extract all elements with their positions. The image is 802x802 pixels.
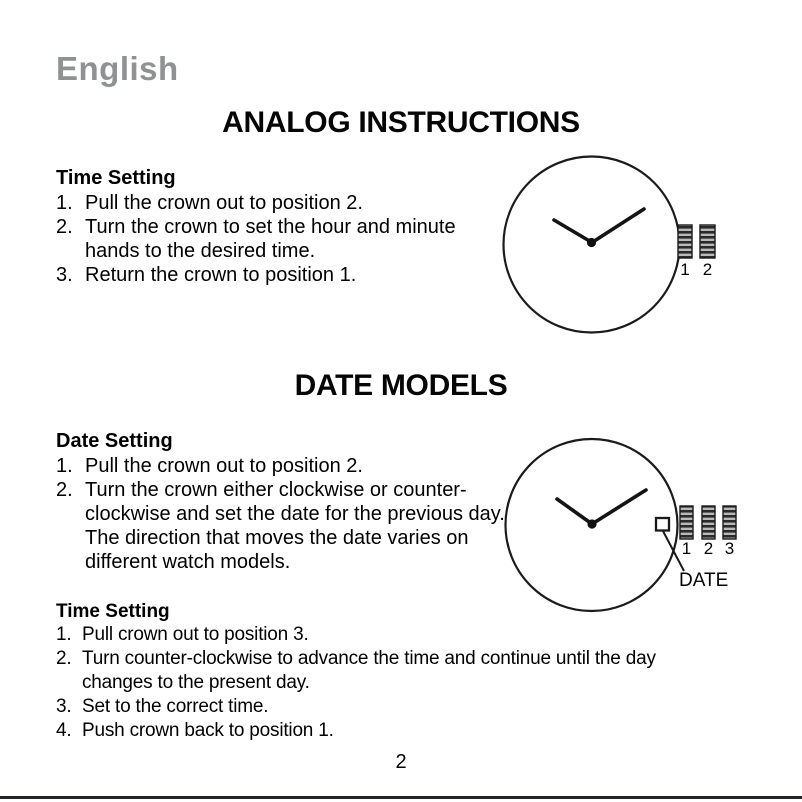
step-text: Pull the crown out to position 2. (85, 455, 363, 477)
date-setting-steps (56, 454, 511, 574)
watch-diagram-analog (493, 146, 745, 342)
step-number: 1. (56, 192, 73, 214)
step-number: 2. (56, 479, 73, 501)
crown-label-2: 2 (702, 260, 713, 279)
step-number: 3. (56, 264, 73, 286)
crown-position-2 (700, 225, 715, 258)
step-number: 3. (56, 696, 72, 717)
time-setting-steps (56, 191, 484, 287)
crown-label-2: 2 (703, 539, 714, 558)
date-window-label: DATE (679, 570, 729, 591)
step-number: 1. (56, 624, 72, 645)
analog-time-setting-block (56, 166, 484, 287)
watch-diagram-date-model (493, 430, 755, 630)
date-models-title: DATE MODELS (294, 369, 508, 402)
step-number: 1. (56, 455, 73, 477)
list-item (56, 263, 484, 287)
crown-label-1: 1 (680, 260, 690, 279)
crown-position-3 (723, 506, 736, 539)
list-item (56, 454, 511, 478)
step-number: 2. (56, 648, 72, 669)
date-setting-heading: Date Setting (56, 430, 173, 452)
list-item (56, 647, 721, 695)
crown-label-1: 1 (681, 539, 692, 558)
time-setting-steps (56, 623, 721, 743)
list-item (56, 191, 484, 215)
date-window (656, 518, 669, 531)
time-setting-heading: Time Setting (56, 167, 176, 189)
step-text: Pull the crown out to position 2. (85, 192, 363, 214)
time-setting-heading: Time Setting (56, 601, 170, 622)
step-text: Pull crown out to position 3. (82, 624, 309, 645)
date-models-time-setting-block (56, 601, 721, 743)
step-number: 2. (56, 216, 73, 238)
list-item (56, 478, 511, 574)
crown-position-2 (702, 506, 715, 539)
list-item (56, 719, 721, 743)
step-text: Set to the correct time. (82, 696, 269, 717)
step-number: 4. (56, 720, 72, 741)
crown-position-1 (680, 506, 693, 539)
list-item (56, 623, 721, 647)
center-pinion (587, 238, 596, 247)
center-pinion (587, 519, 596, 528)
language-heading: English (56, 50, 179, 87)
page-number: 2 (395, 751, 407, 773)
analog-instructions-title: ANALOG INSTRUCTIONS (222, 106, 580, 139)
crown-position-1 (678, 225, 692, 258)
step-text: Turn the crown to set the hour and minute hands to the desired time. (85, 216, 456, 262)
date-setting-block (56, 429, 511, 574)
crown-label-3: 3 (724, 539, 735, 558)
step-text: Push crown back to position 1. (82, 720, 334, 741)
bottom-rule-divider (0, 796, 802, 799)
step-text: Return the crown to position 1. (85, 264, 357, 286)
step-text: Turn counter-clockwise to advance the time and continue until the day changes to the present day. (82, 648, 656, 693)
list-item (56, 215, 484, 263)
step-text: Turn the crown either clockwise or counter-clockwise and set the date for the previous day. The direction that moves the date varies on different watch models. (85, 479, 505, 573)
list-item (56, 695, 721, 719)
